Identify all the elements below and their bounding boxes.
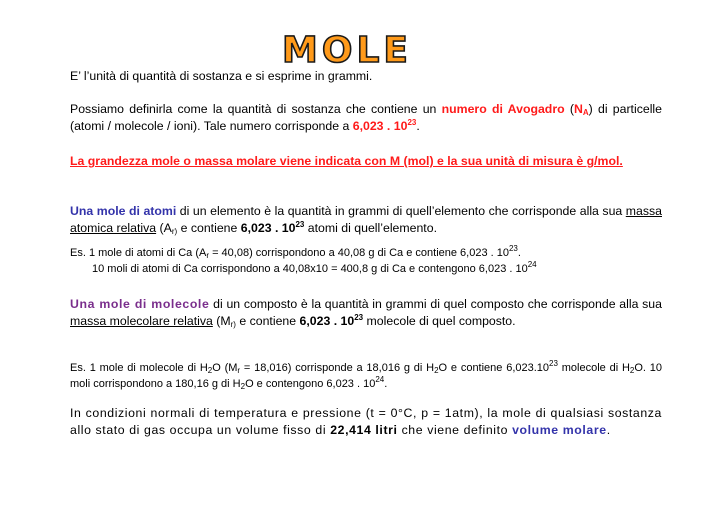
- definition-text: La grandezza mole o massa molare viene indicata con M (mol) e la sua unità di misura è g/mol.: [70, 154, 623, 168]
- text: 10 moli di atomi di Ca corrispondono a 40,08x10 = 400,8 g di Ca e contengono 6,023 . 10: [92, 263, 528, 275]
- page-title: MOLE: [282, 30, 412, 70]
- text: di un elemento è la quantità in grammi di quell’elemento che corrisponde alla sua: [176, 204, 626, 218]
- text: In condizioni normali di temperatura e pressione (t = 0°C, p = 1atm), la mole di qualsiasi sostanza allo stato di gas occupa un volume fisso di: [70, 406, 662, 437]
- text: che viene definito: [397, 423, 513, 437]
- text: (: [564, 102, 574, 116]
- text: = 40,08) corrispondono a 40,08 g di Ca e contiene 6,023 . 10: [209, 247, 509, 259]
- definition-paragraph: [70, 153, 662, 170]
- avogadro-term: numero di Avogadro: [441, 102, 565, 116]
- text: molecole di quel composto.: [363, 314, 516, 328]
- avogadro-symbol: $N_A$: [573, 102, 589, 117]
- molecules-paragraph: [70, 296, 662, 330]
- intro-paragraph: [70, 68, 662, 85]
- avogadro-paragraph: [70, 101, 662, 135]
- example-atoms: Es. 1 mole di atomi di Ca $(A_r = 40,08)$ corrispondono a 40,08 g di Ca e contiene 6,023 . $10^{23}$. 10 moli di atomi di Ca corrispondono a 40,08x10 = 400,8 g di Ca e contengono 6,023 . $10^{24}$: [70, 244, 537, 275]
- atomic-mass-term: massa atomica relativa: [70, 204, 662, 235]
- text: .: [416, 119, 420, 133]
- text: e contiene: [235, 314, 300, 328]
- molecular-mass-term: massa molecolare relativa: [70, 314, 213, 328]
- example-molecules: Es. 1 mole di molecole di $H_2O$ $(M_r = 18,016)$ corrisponde a 18,016 g di $H_2O$ e contiene 6,023.10$^{23}$ molecole di $H_2O$. 10 moli corrispondono a 180,16 g di $H_2O$ e contengono 6,023 . $10^{24}$.: [70, 359, 662, 391]
- atoms-term: Una mole di atomi: [70, 204, 177, 218]
- text: Possiamo definirla come la quantità di sostanza che contiene un: [70, 102, 442, 116]
- molecules-term: Una mole di molecole: [70, 297, 210, 311]
- text: .: [517, 247, 521, 259]
- text: .: [606, 423, 611, 437]
- text: e contiene: [177, 221, 241, 235]
- title-wordart: [262, 28, 432, 70]
- atoms-value: 6,023 . $10^{23}$: [240, 220, 305, 235]
- text: Es. 1 mole di atomi di Ca (A: [70, 247, 207, 259]
- atoms-paragraph: [70, 203, 662, 237]
- avogadro-value: 6,023 . $10^{23}$: [352, 118, 417, 133]
- text: ($A_{r)}$: [156, 221, 178, 236]
- text: ($M_{r)}$: [212, 314, 236, 329]
- molecules-value: 6,023 . $10^{23}$: [299, 313, 364, 328]
- text: ) di particelle (atomi / molecole / ioni). Tale numero corrisponde a: [70, 102, 662, 133]
- text: atomi di quell’elemento.: [304, 221, 437, 235]
- molar-volume-value: 22,414 litri: [330, 423, 398, 437]
- molar-volume-paragraph: [70, 405, 662, 439]
- molar-volume-term: volume molare: [512, 423, 607, 437]
- intro-text: E’ l’unità di quantità di sostanza e si esprime in grammi.: [70, 69, 373, 83]
- text: di un composto è la quantità in grammi di quel composto che corrisponde alla sua: [209, 297, 662, 311]
